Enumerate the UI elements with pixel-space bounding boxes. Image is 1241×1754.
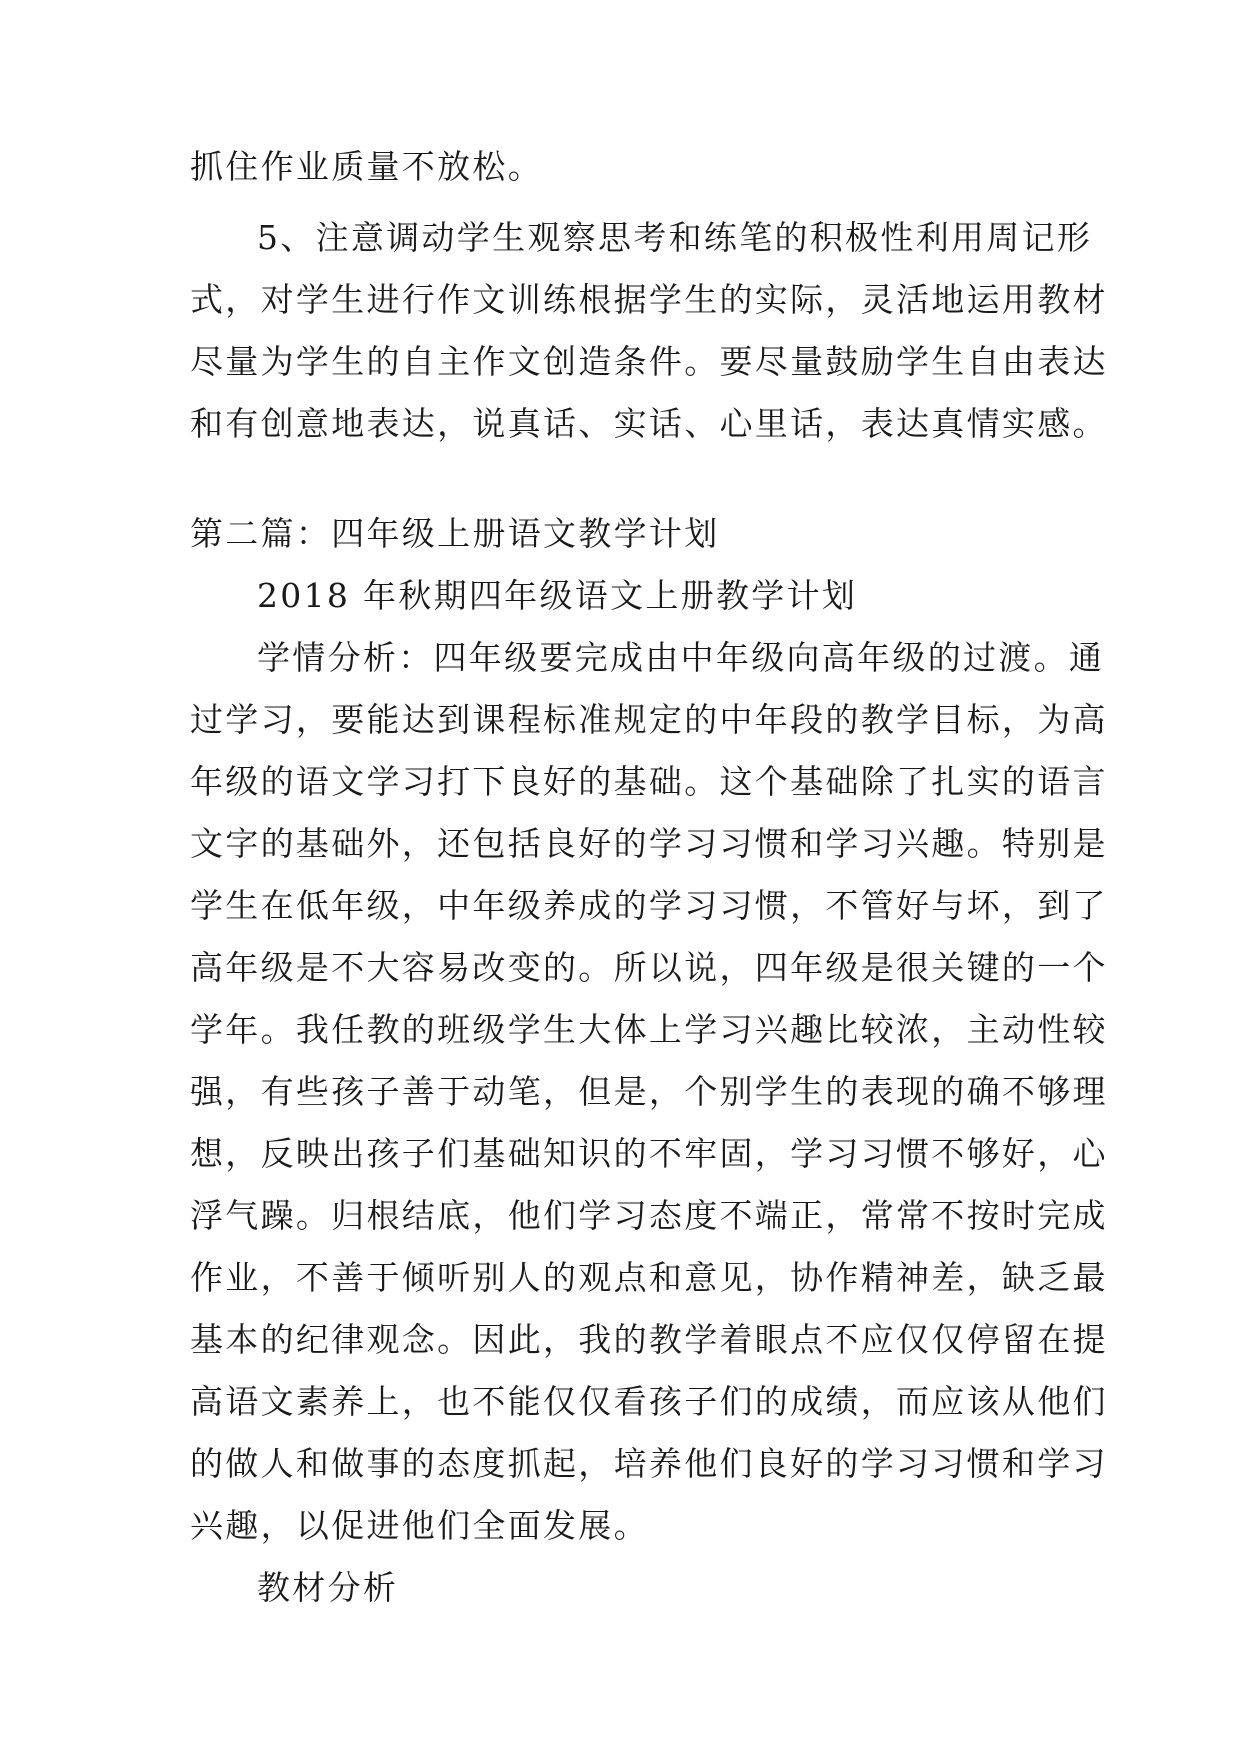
text-line: 式，对学生进行作文训练根据学生的实际，灵活地运用教材 [190, 280, 1108, 319]
text-line: 的做人和做事的态度抓起，培养他们良好的学习习惯和学习 [190, 1444, 1108, 1483]
text-line: 过学习，要能达到课程标准规定的中年段的教学目标，为高 [190, 700, 1108, 739]
text-line: 作业，不善于倾听别人的观点和意见，协作精神差，缺乏最 [190, 1258, 1108, 1297]
text-line: 强，有些孩子善于动笔，但是，个别学生的表现的确不够理 [190, 1072, 1108, 1111]
text-line: 尽量为学生的自主作文创造条件。要尽量鼓励学生自由表达 [190, 342, 1108, 381]
document-title: 2018 年秋期四年级语文上册教学计划 [257, 576, 858, 615]
section-subheading: 教材分析 [257, 1568, 399, 1607]
text-line: 浮气躁。归根结底，他们学习态度不端正，常常不按时完成 [190, 1196, 1108, 1235]
text-line: 兴趣，以促进他们全面发展。 [190, 1506, 649, 1545]
text-line: 年级的语文学习打下良好的基础。这个基础除了扎实的语言 [190, 762, 1108, 801]
section-heading: 第二篇：四年级上册语文教学计划 [190, 514, 720, 553]
text-line: 高年级是不大容易改变的。所以说，四年级是很关键的一个 [190, 948, 1108, 987]
text-line: 学情分析：四年级要完成由中年级向高年级的过渡。通 [257, 638, 1105, 677]
text-line: 学年。我任教的班级学生大体上学习兴趣比较浓，主动性较 [190, 1010, 1108, 1049]
text-line: 想，反映出孩子们基础知识的不牢固，学习习惯不够好，心 [190, 1134, 1108, 1173]
text-line: 基本的纪律观念。因此，我的教学着眼点不应仅仅停留在提 [190, 1320, 1108, 1359]
text-line: 抓住作业质量不放松。 [190, 147, 543, 186]
text-line: 学生在低年级，中年级养成的学习习惯，不管好与坏，到了 [190, 886, 1108, 925]
text-line: 高语文素养上，也不能仅仅看孩子们的成绩，而应该从他们 [190, 1382, 1108, 1421]
text-line: 5、注意调动学生观察思考和练笔的积极性利用周记形 [257, 218, 1093, 257]
text-line: 和有创意地表达，说真话、实话、心里话，表达真情实感。 [190, 404, 1108, 443]
text-line: 文字的基础外，还包括良好的学习习惯和学习兴趣。特别是 [190, 824, 1108, 863]
